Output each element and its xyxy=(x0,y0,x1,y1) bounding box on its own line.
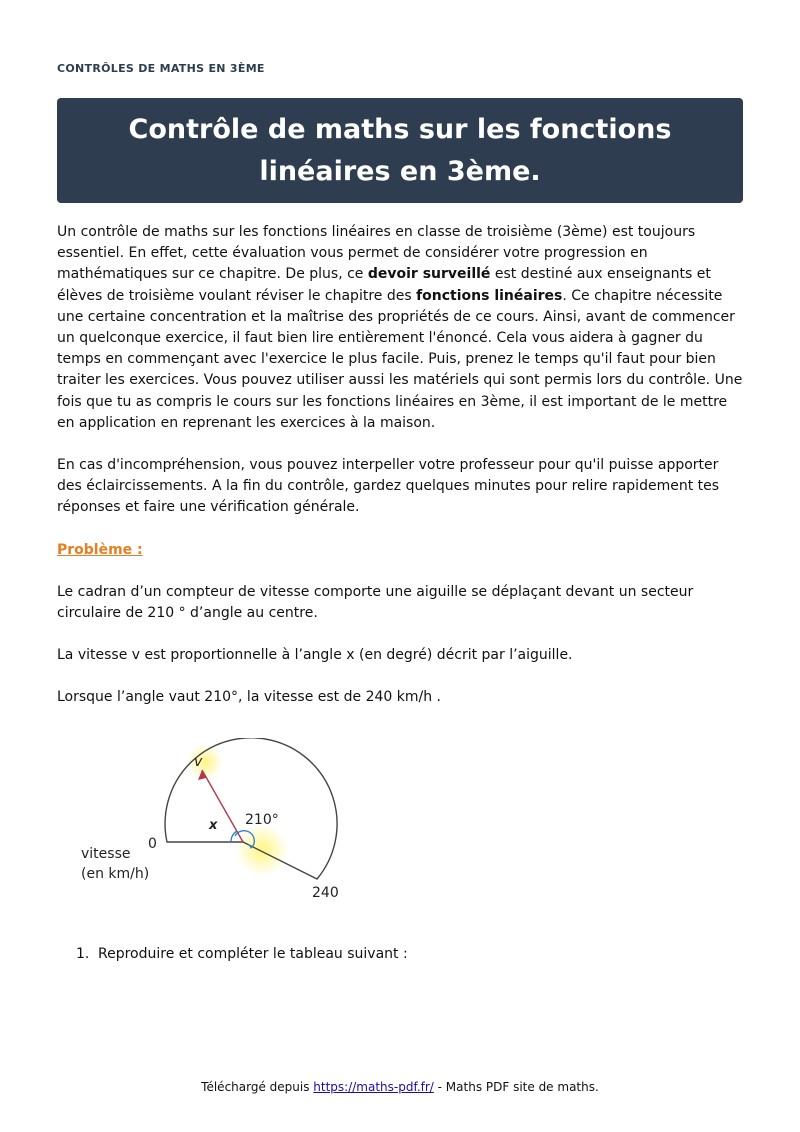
intro-bold-devoir: devoir surveillé xyxy=(367,266,491,283)
title-banner xyxy=(57,98,743,203)
footer-link[interactable]: https://maths-pdf.fr/ xyxy=(313,1080,434,1094)
problem-statement-2: La vitesse v est proportionnelle à l’angle x (en degré) décrit par l’aiguille. xyxy=(57,647,573,664)
list-item xyxy=(76,944,408,965)
intro-paragraph-1 xyxy=(57,222,747,434)
center-glow xyxy=(236,824,288,876)
speedometer-figure xyxy=(57,738,367,913)
intro-bold-fonctions: fonctions linéaires xyxy=(416,287,563,304)
main-content xyxy=(57,222,747,730)
footer-prefix: Téléchargé depuis xyxy=(201,1080,314,1094)
question-list xyxy=(76,944,408,965)
angle-arc-x xyxy=(231,831,237,842)
intro-paragraph-2: En cas d'incompréhension, vous pouvez interpeller votre professeur pour qu'il puisse apporter des éclaircissements. A la fin du contrôle, gardez quelques minutes pour relire rapidement tes réponses et faire une vérification générale. xyxy=(57,457,720,516)
footer xyxy=(0,1080,800,1094)
problem-heading-text: Problème : xyxy=(57,541,143,558)
question-number: 1. xyxy=(76,946,90,962)
label-vitesse: vitesse xyxy=(81,846,131,862)
label-v: v xyxy=(194,754,203,770)
question-text: Reproduire et compléter le tableau suivant : xyxy=(98,946,408,962)
label-unit: (en km/h) xyxy=(81,866,150,882)
problem-heading xyxy=(57,540,747,561)
speedometer-diagram xyxy=(57,738,367,913)
intro-text-1c: . Ce chapitre nécessite une certaine concentration et la maîtrise des propriétés de ce cours. Ainsi, avant de commencer un quelconque exercice, il faut bien lire entièrement l'énoncé. Cela vous aidera à gagner du temps en commençant avec l'exercice le plus facile. Puis, prenez le temps qu'il faut pour bien traiter les exercices. Vous pouvez utiliser aussi les matériels qui sont permis lors du contrôle. Une fois que tu as compris le cours sur les fonctions linéaires en 3ème, il est important de le mettre en application en reprenant les exercices à la maison. xyxy=(57,287,743,431)
problem-statement-1: Le cadran d’un compteur de vitesse comporte une aiguille se déplaçant devant un secteur circulaire de 210 ° d’angle au centre. xyxy=(57,583,694,622)
page-title: Contrôle de maths sur les fonctions linéaires en 3ème. xyxy=(128,113,672,187)
section-kicker: CONTRÔLES DE MATHS EN 3ÈME xyxy=(57,62,265,75)
intro-text-1a: Un contrôle de maths sur les fonctions linéaires en classe de troisième (3ème) est toujours essentiel. En effet, cette évaluation vous permet de considérer votre progression en mathématiques sur ce chapitre. De plus, ce xyxy=(57,224,696,283)
label-angle: 210° xyxy=(245,812,279,828)
problem-statement-3: Lorsque l’angle vaut 210°, la vitesse est de 240 km/h . xyxy=(57,689,441,706)
label-x: x xyxy=(209,818,218,833)
footer-suffix: - Maths PDF site de maths. xyxy=(433,1080,599,1094)
label-zero: 0 xyxy=(148,836,157,852)
label-240: 240 xyxy=(312,885,339,901)
intro-text-1b: est destiné aux enseignants et élèves de troisième voulant réviser le chapitre des xyxy=(57,266,711,304)
